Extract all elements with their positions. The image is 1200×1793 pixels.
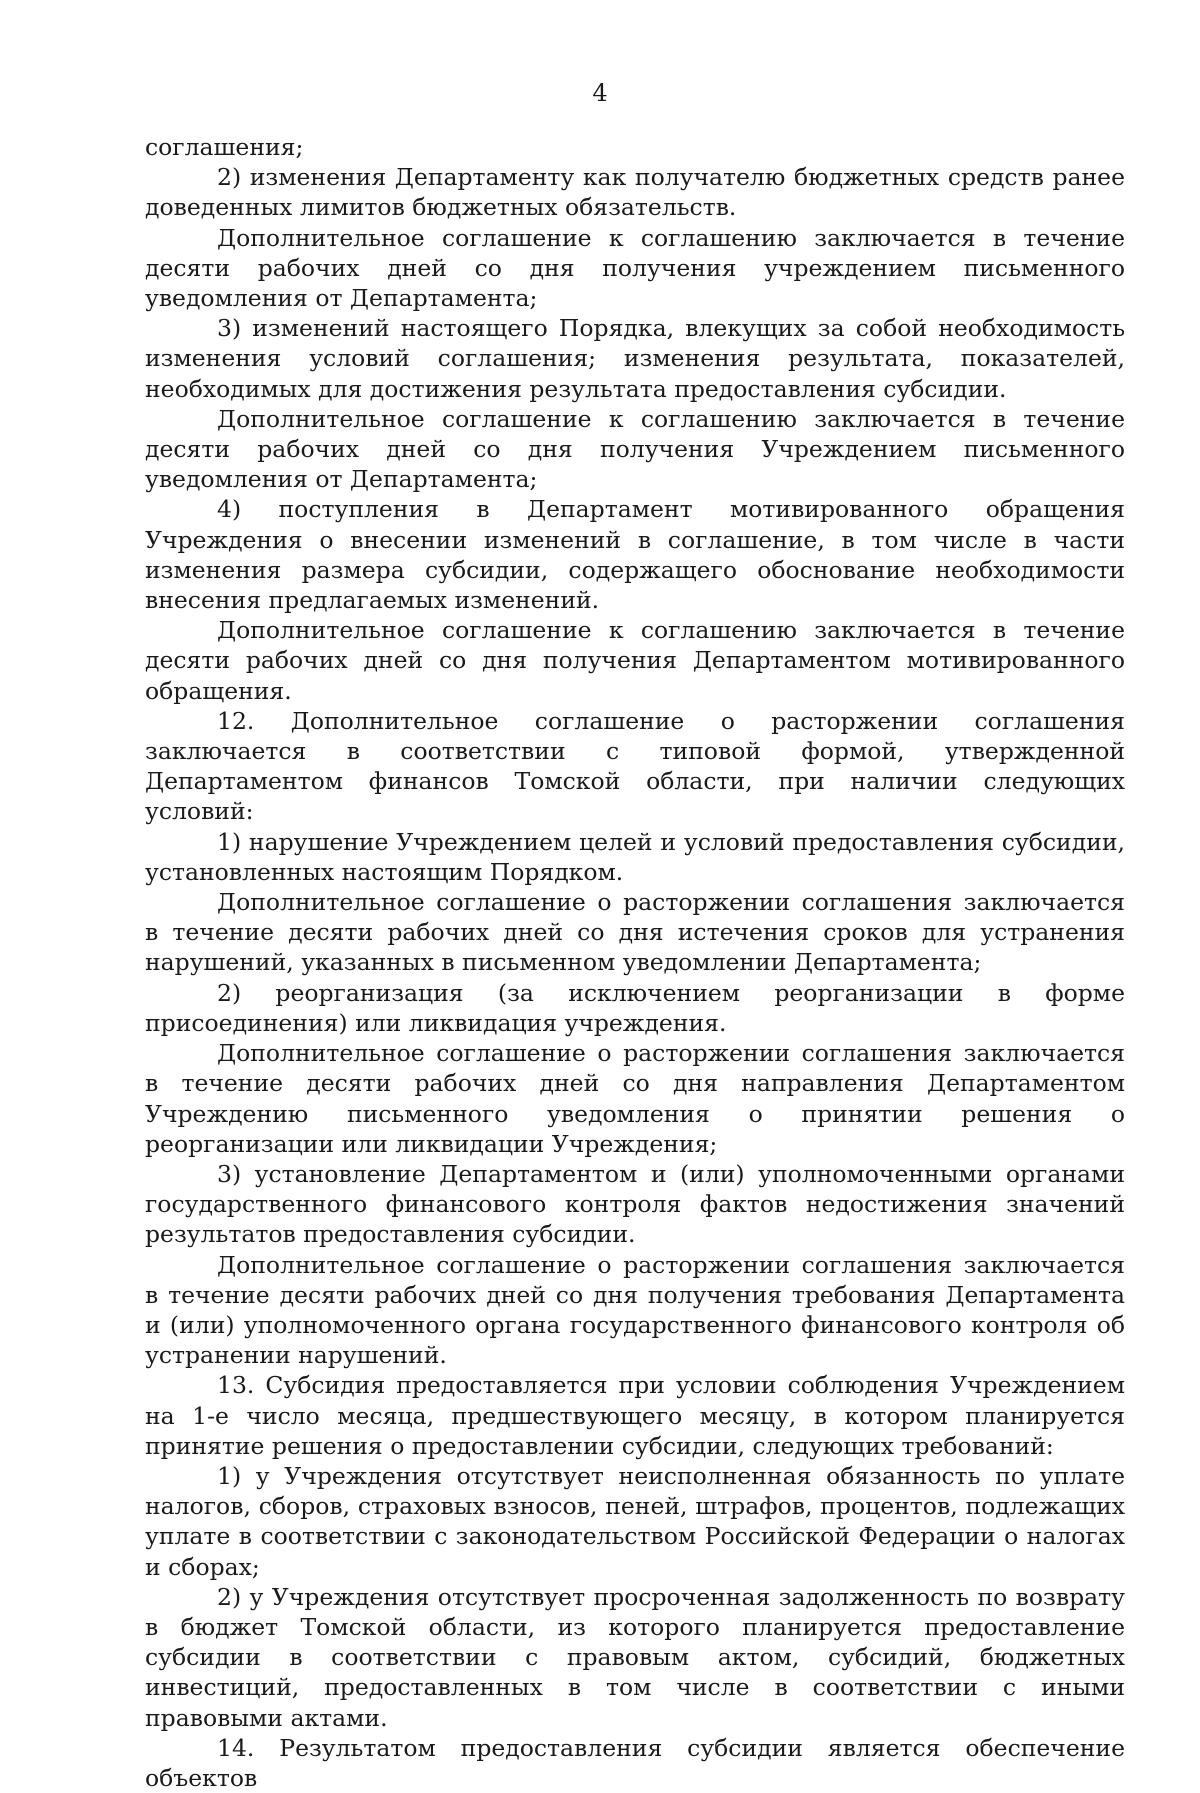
paragraph: 4) поступления в Департамент мотивированного обращения Учреждения о внесении изменений в соглашение, в том числе в части изменения размера субсидии, содержащего обоснование необходимости внесения предлагаемых изменений. xyxy=(145,495,1125,615)
paragraph: Дополнительное соглашение о расторжении соглашения заключается в течение десяти рабочих дней со дня истечения сроков для устранения нарушений, указанных в письменном уведомлении Департамента; xyxy=(145,888,1125,977)
paragraph: Дополнительное соглашение к соглашению заключается в течение десяти рабочих дней со дня получения учреждением письменного уведомления от Департамента; xyxy=(145,223,1125,313)
paragraph: Дополнительное соглашение к соглашению заключается в течение десяти рабочих дней со дня получения Учреждением письменного уведомления от Департамента; xyxy=(145,404,1125,494)
paragraph: 1) нарушение Учреждением целей и условий предоставления субсидии, установленных настоящим Порядком. xyxy=(145,827,1125,886)
page-number: 4 xyxy=(592,79,608,107)
paragraph: 2) реорганизация (за исключением реорганизации в форме присоединения) или ликвидация учреждения. xyxy=(145,978,1125,1037)
paragraph: соглашения; xyxy=(145,133,304,161)
paragraph: 14. Результатом предоставления субсидии является обеспечение объектов xyxy=(145,1733,1125,1792)
paragraph: 13. Субсидия предоставляется при условии соблюдения Учреждением на 1-е число месяца, предшествующего месяцу, в котором планируется принятие решения о предоставлении субсидии, следующих требований: xyxy=(145,1371,1125,1460)
paragraph: 2) у Учреждения отсутствует просроченная задолженность по возврату в бюджет Томской области, из которого планируется предоставление субсидии в соответствии с правовым актом, субсидий, бюджетных инвестиций, предоставленных в том числе в соответствии с иными правовыми актами. xyxy=(145,1582,1125,1732)
paragraph: Дополнительное соглашение о расторжении соглашения заключается в течение десяти рабочих дней со дня получения требования Департамента и (или) уполномоченного органа государственного финансового контроля об устранении нарушений. xyxy=(145,1250,1125,1370)
paragraph: 1) у Учреждения отсутствует неисполненная обязанность по уплате налогов, сборов, страховых взносов, пеней, штрафов, процентов, подлежащих уплате в соответствии с законодательством Российской Федерации о налогах и сборах; xyxy=(145,1461,1125,1581)
paragraph: 3) изменений настоящего Порядка, влекущих за собой необходимость изменения условий соглашения; изменения результата, показателей, необходимых для достижения результата предоставления субсидии. xyxy=(145,314,1125,403)
paragraph: Дополнительное соглашение к соглашению заключается в течение десяти рабочих дней со дня получения Департаментом мотивированного обращения. xyxy=(145,616,1125,705)
document-body xyxy=(145,132,1125,1793)
paragraph: 3) установление Департаментом и (или) уполномоченными органами государственного финансового контроля фактов недостижения значений результатов предоставления субсидии. xyxy=(145,1159,1125,1249)
paragraph: 2) изменения Департаменту как получателю бюджетных средств ранее доведенных лимитов бюджетных обязательств. xyxy=(145,163,1125,222)
paragraph: Дополнительное соглашение о расторжении соглашения заключается в течение десяти рабочих дней со дня направления Департаментом Учреждению письменного уведомления о принятии решения о реорганизации или ликвидации Учреждения; xyxy=(145,1039,1125,1158)
paragraph: 12. Дополнительное соглашение о расторжении соглашения заключается в соответствии с типовой формой, утвержденной Департаментом финансов Томской области, при наличии следующих условий: xyxy=(145,706,1125,826)
